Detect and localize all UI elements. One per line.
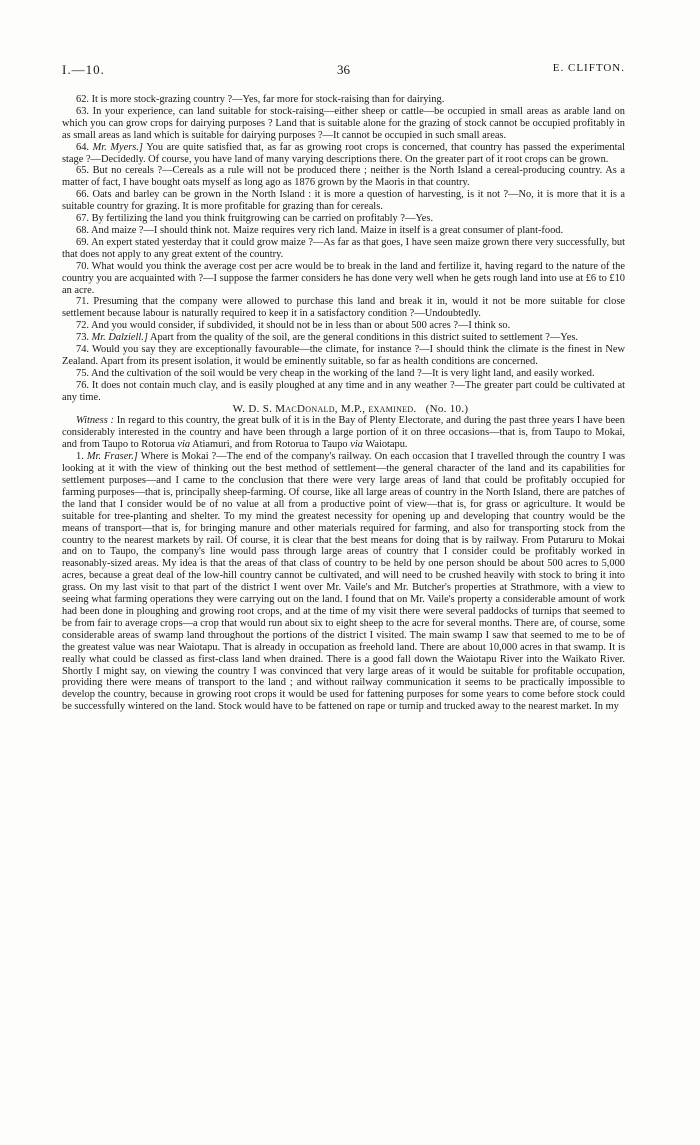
question-75: 75. And the cultivation of the soil would be very cheap in the working of the land ?—It is very light land, and easily worked. (76, 367, 595, 379)
document-body (62, 94, 625, 713)
question-72: 72. And you would consider, if subdivided, it should not be in less than or about 500 acres ?—I think so. (76, 320, 511, 332)
question-66: 66. Oats and barley can be grown in the North Island : it is more a question of harvesting, is it not ?—No, it is more that it is a suitable country for grazing. It is more profitable for grazing than for cereals. (62, 189, 625, 213)
question-74: 74. Would you say they are exceptionally favourable—the climate, for instance ?—I should think the climate is the finest in New Zealand. Apart from its present isolation, it would be eminently suitable, so far as health conditions are concerned. (62, 344, 625, 367)
speaker-label: Mr. Fraser.] (86, 451, 138, 463)
witness-name-header: E. CLIFTON. (552, 62, 625, 74)
document-reference: I.—10. (62, 62, 105, 77)
question-64: 64. Mr. Myers.] You are quite satisfied that, as far as growing root crops is concerned, that country has passed the experimental stage ?—Decidedly. Of course, you have land of many varying descriptions there. On the greater part of it root crops can be grown. (62, 141, 625, 165)
question-69: 69. An expert stated yesterday that it could grow maize ?—As far as that goes, I have seen maize grown there very successfully, but that does not apply to any great extent of the country. (62, 236, 625, 260)
question-67: 67. By fertilizing the land you think fruitgrowing can be carried on profitably ?—Yes. (76, 213, 434, 225)
witness-statement: Witness : In regard to this country, the great bulk of it is in the Bay of Plenty Electorate, and during the past three years I have been considerably interested in the country and have been through a large portion of it on three occasions—that is, from Taupo to Mokai, and from Taupo to Rotorua via Atiamuri, and from Rotorua to Taupo via Waiotapu. (62, 415, 625, 451)
question-71: 71. Presuming that the company were allowed to purchase this land and break it in, would it not be more suitable for close settlement because labour is naturally required to keep it in a satisfactory condition ?—Undoubtedly. (62, 296, 625, 320)
question-1: 1. Mr. Fraser.] Where is Mokai ?—The end of the company's railway. On each occasion that I travelled through the country I was looking at it with the view of thinking out the best method of settlement—the general character of the land and its capabilities for settlement purposes—and I came to the conclusion that there were very large areas of land that could be profitably occupied for farming purposes—that is, principally sheep-farming. Of course, like all large areas of country in the North Island, there are patches of the land that I consider would be of no value at all from a productive point of view—that is, for grass or agriculture. It would be suitable for tree-planting and shelter. To my mind the greatest necessity for opening up and developing that country would be the means of transport—that is, for bringing manure and other materials required for farming, and also for transporting stock from the country to the nearest markets by rail. Of course, it is clear that the best means for doing that is by railway. From Putaruru to Mokai and on to Taupo, the company's line would pass through large areas of country that I consider could be profitably worked in reasonably-sized areas. My idea is that the areas of that class of country to be held by one person should be about 500 acres to 5,000 acres, because a great deal of the low-hill country cannot be cultivated, and will need to be crushed heavily with stock to bring it into grass. On my last visit to that part of the district I went over Mr. Vaile's and Mr. Butcher's properties at Strathmore, with a view to seeing what farming operations they were carrying out on the land. I found that on Mr. Vaile's property a considerable amount of work had been done in ploughing and growing root crops, and at the time of my visit there were several paddocks of turnips that seemed to be from fair to average crops—a crop that would run about six to eight sheep to the acre for several months. There are, of course, some considerable areas of swamp land throughout the portions of the district I visited. The main swamp I saw that seemed to me to be of the greatest value was near Waiotapu. That is already in occupation as freehold land. There are about 10,000 acres in that swamp. It is really what could be classed as first-class land when drained. There is a good fall down the Waiotapu River into the Waikato River. Shortly I might say, on viewing the country I was convinced that very large areas of it would be suitable for profitable occupation, providing there were means of transport to the land ; and without railway communication it seems to be practically impossible to develop the country, because in growing root crops it would be used for fattening purposes for some years to come before stock could be successfully wintered on the land. Stock would have to be fattened on rape or turnip and trucked away to the nearest market. In my (62, 451, 625, 713)
page-number: 36 (337, 62, 350, 77)
question-76: 76. It does not contain much clay, and is easily ploughed at any time and in any weather ?—The greater part could be cultivated at any time. (62, 379, 625, 403)
question-73: 73. Mr. Dalziell.] Apart from the quality of the soil, are the general conditions in this district suited to settlement ?—Yes. (76, 332, 578, 344)
question-70: 70. What would you think the average cost per acre would be to break in the land and fertilize it, having regard to the nature of the country you are acquainted with ?—I suppose the farmer considers he has done very well when he gets rough land into use at £6 to £10 an acre. (62, 260, 625, 296)
section-heading: W. D. S. MacDonald, M.P., examined. (No. 10.) (232, 402, 469, 415)
question-63: 63. In your experience, can land suitable for stock-raising—either sheep or cattle—be occupied in small areas as arable land on which you can grow crops for dairying purposes ? Land that is suitable alone for the grazing of stock cannot be occupied profitably in as small areas as land which is suitable for dairying purposes ?—It cannot be occupied in such small areas. (62, 105, 625, 141)
speaker-label: Mr. Myers.] (92, 141, 143, 153)
question-68: 68. And maize ?—I should think not. Maize requires very rich land. Maize in itself is a great consumer of plant-food. (76, 224, 564, 236)
page-header (62, 62, 625, 78)
witness-label: Witness : (76, 415, 114, 427)
question-65: 65. But no cereals ?—Cereals as a rule will not be produced there ; neither is the North Island a cereal-producing country. As a matter of fact, I have bought oats myself as long ago as 1876 grown by the Maoris in that country. (62, 165, 625, 189)
question-62: 62. It is more stock-grazing country ?—Yes, far more for stock-raising than for dairying. (76, 94, 445, 105)
speaker-label: Mr. Dalziell.] (91, 332, 148, 344)
